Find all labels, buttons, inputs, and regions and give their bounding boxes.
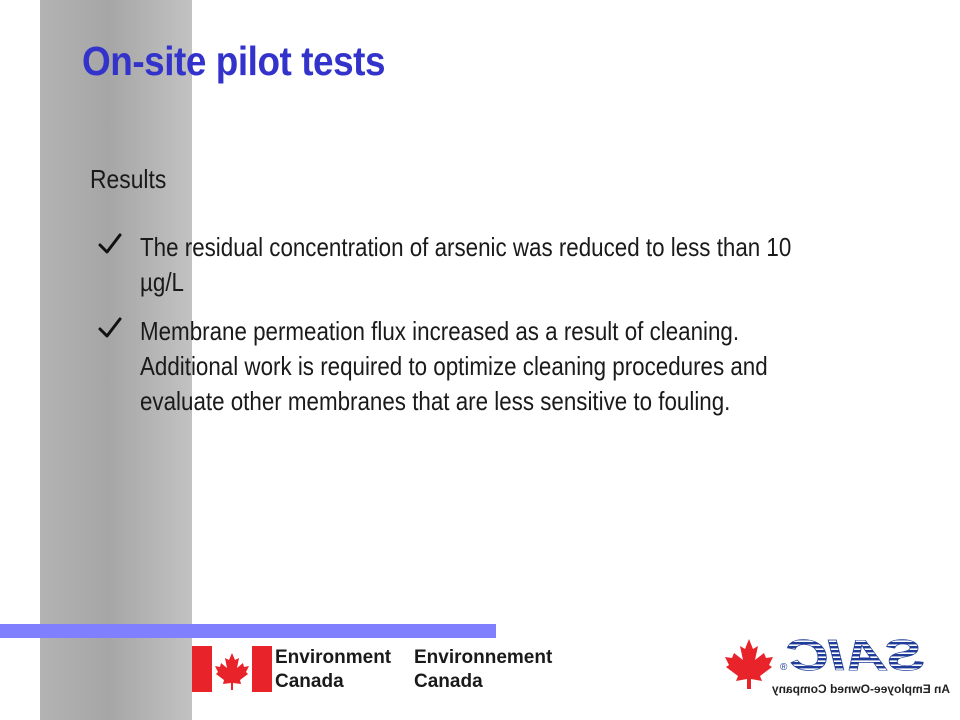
saic-wordmark (780, 630, 930, 674)
saic-logo (722, 630, 951, 702)
check-icon (98, 316, 122, 340)
ec-english-line-2: Canada (275, 671, 344, 692)
accent-line (0, 624, 496, 638)
environment-canada-english (275, 646, 391, 694)
registered-mark: ® (780, 662, 788, 673)
bullet-text: The residual concentration of arsenic was reduced to less than 10 µg/L (140, 232, 792, 297)
saic-wordmark-text: SAIC (786, 631, 924, 674)
ec-french-line-1: Environnement (414, 647, 553, 668)
bullet-text: Membrane permeation flux increased as a result of cleaning. Additional work is required to optimize cleaning procedures and evaluate other membranes that are less sensitive to fouling. (140, 316, 768, 416)
slide-title: On-site pilot tests (82, 38, 386, 84)
results-heading: Results (90, 164, 167, 194)
ec-english-line-1: Environment (275, 647, 392, 668)
bullet-item (98, 314, 918, 419)
environment-canada-french (414, 646, 552, 694)
saic-tagline: An Employee-Owned Company (772, 682, 951, 696)
bullet-list (98, 230, 918, 433)
maple-leaf-icon (722, 636, 776, 690)
canada-flag-icon (192, 646, 272, 692)
bullet-item (98, 230, 918, 300)
check-icon (98, 232, 122, 256)
ec-french-line-2: Canada (414, 671, 483, 692)
